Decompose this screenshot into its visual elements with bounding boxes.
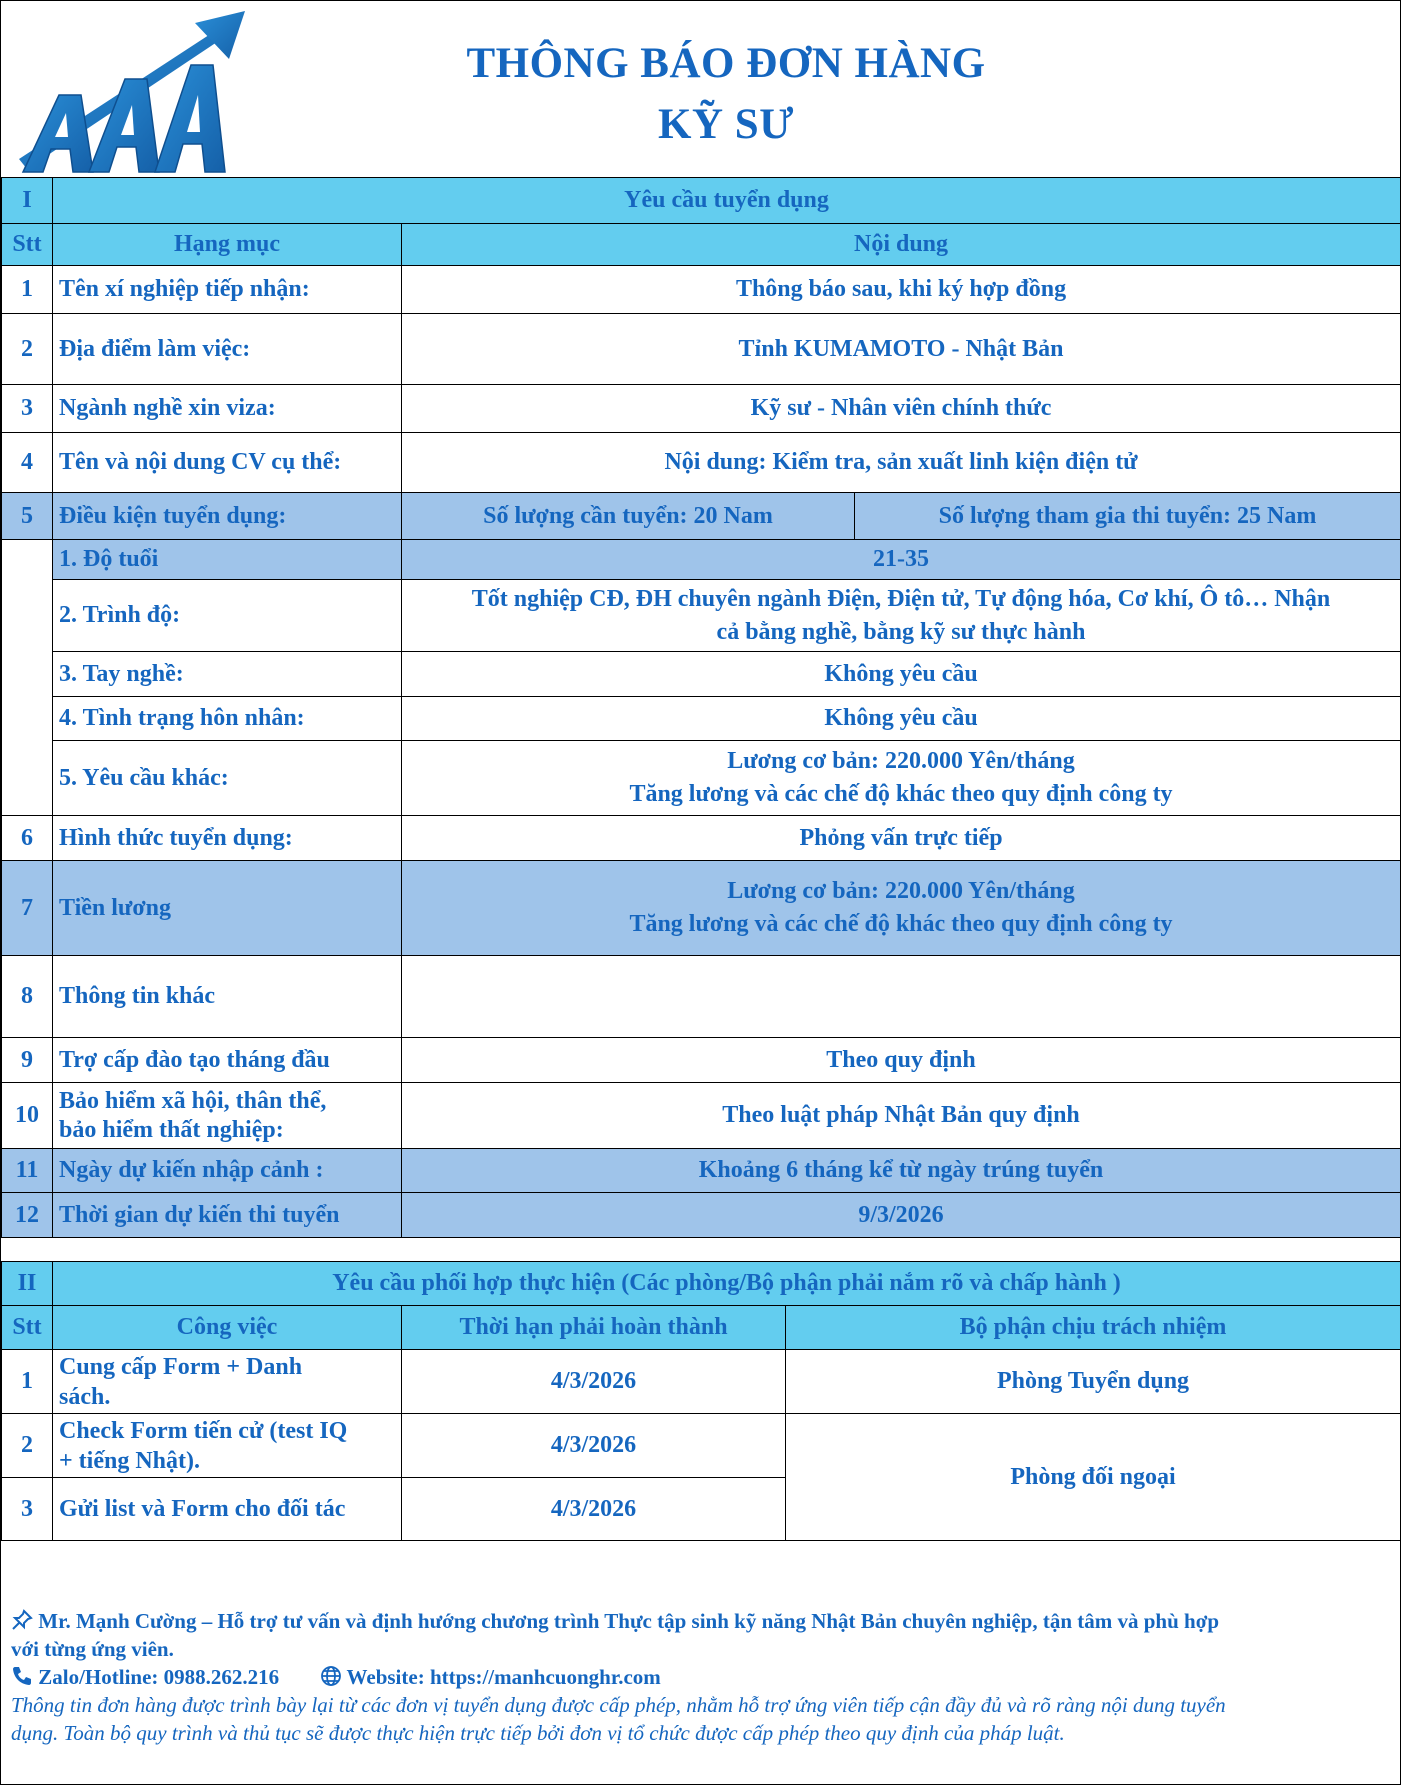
row-stt: 1 — [2, 266, 53, 314]
contact-text: Mr. Mạnh Cường – Hỗ trợ tư vấn và định hướng chương trình Thực tập sinh kỹ năng Nhật Bản chuyên nghiệp, tận tâm và phù hợp — [38, 1609, 1220, 1633]
row-task-line: + tiếng Nhật). — [59, 1447, 200, 1474]
sub-row-content-line: cả bằng nghề, bằng kỹ sư thực hành — [716, 618, 1086, 645]
col-department: Bộ phận chịu trách nhiệm — [786, 1306, 1401, 1350]
row-content: Nội dung: Kiểm tra, sản xuất linh kiện điện tử — [402, 433, 1401, 493]
sub-row-item: 4. Tình trạng hôn nhân: — [53, 697, 402, 741]
row-task-line: Check Form tiến cử (test IQ — [59, 1417, 348, 1444]
disclaimer-line: dụng. Toàn bộ quy trình và thủ tục sẽ được thực hiện trực tiếp bởi đơn vị tổ chức được cấp phép theo quy định của pháp luật. — [11, 1721, 1065, 1745]
table-row — [2, 861, 1401, 956]
table-row — [2, 1193, 1401, 1238]
sub-row — [2, 540, 1401, 580]
row-deadline: 4/3/2026 — [402, 1478, 786, 1541]
section-number: II — [2, 1262, 53, 1306]
row-department: Phòng đối ngoại — [786, 1414, 1401, 1541]
table-row — [2, 266, 1401, 314]
col-stt: Stt — [2, 1306, 53, 1350]
row-deadline: 4/3/2026 — [402, 1350, 786, 1414]
sub-row-content-line: Tốt nghiệp CĐ, ĐH chuyên ngành Điện, Điện tử, Tự động hóa, Cơ khí, Ô tô… Nhận — [471, 585, 1331, 612]
row-content: Kỹ sư - Nhân viên chính thức — [402, 385, 1401, 433]
col-deadline: Thời hạn phải hoàn thành — [402, 1306, 786, 1350]
column-header-row — [2, 1306, 1401, 1350]
sub-row — [2, 652, 1401, 697]
contact-line — [11, 1607, 1391, 1635]
row-item: Ngày dự kiến nhập cảnh : — [53, 1149, 402, 1193]
page-title: THÔNG BÁO ĐƠN HÀNG — [466, 40, 986, 87]
table-row — [2, 1083, 1401, 1149]
row-stt: 9 — [2, 1038, 53, 1083]
sub-row-item: 3. Tay nghề: — [53, 652, 402, 697]
page-subtitle: KỸ SƯ — [658, 101, 794, 148]
section-title: Yêu cầu tuyển dụng — [53, 178, 1401, 224]
row-stt: 3 — [2, 385, 53, 433]
row-item: Tên xí nghiệp tiếp nhận: — [53, 266, 402, 314]
table-row — [2, 314, 1401, 385]
row-stt: 3 — [2, 1478, 53, 1541]
row-stt: 10 — [2, 1083, 53, 1149]
website-link[interactable]: Website: https://manhcuonghr.com — [346, 1665, 661, 1689]
footer — [11, 1607, 1391, 1747]
row-content — [402, 861, 1401, 956]
table-row — [2, 1350, 1401, 1414]
table-row — [2, 493, 1401, 540]
globe-icon — [320, 1665, 342, 1687]
table-row — [2, 816, 1401, 861]
sub-row-content: Không yêu cầu — [402, 652, 1401, 697]
col-stt: Stt — [2, 224, 53, 266]
section-number: I — [2, 178, 53, 224]
row-content: Thông báo sau, khi ký hợp đồng — [402, 266, 1401, 314]
section-title: Yêu cầu phối hợp thực hiện (Các phòng/Bộ phận phải nắm rõ và chấp hành ) — [53, 1262, 1401, 1306]
sub-row-item: 5. Yêu cầu khác: — [53, 741, 402, 816]
sub-row-content: 21-35 — [402, 540, 1401, 580]
row-stt: 4 — [2, 433, 53, 493]
row-department: Phòng Tuyển dụng — [786, 1350, 1401, 1414]
sub-row-content-line: Tăng lương và các chế độ khác theo quy định công ty — [629, 781, 1173, 807]
row-item: Điều kiện tuyển dụng: — [53, 493, 402, 540]
table-row — [2, 433, 1401, 493]
hotline-text: Zalo/Hotline: 0988.262.216 — [38, 1665, 280, 1689]
row-content-line: Tăng lương và các chế độ khác theo quy định công ty — [629, 911, 1173, 937]
col-content: Nội dung — [402, 224, 1401, 266]
sub-row-item: 2. Trình độ: — [53, 580, 402, 652]
col-item: Hạng mục — [53, 224, 402, 266]
table-row — [2, 385, 1401, 433]
row-content-exam-quantity: Số lượng tham gia thi tuyển: 25 Nam — [855, 493, 1401, 540]
row-content-line: Lương cơ bản: 220.000 Yên/tháng — [727, 878, 1075, 904]
sub-row-content-line: Lương cơ bản: 220.000 Yên/tháng — [727, 748, 1075, 774]
table-row — [2, 1414, 1401, 1478]
table-row — [2, 1038, 1401, 1083]
row-content: Phỏng vấn trực tiếp — [402, 816, 1401, 861]
column-header-row — [2, 224, 1401, 266]
row-item: Trợ cấp đào tạo tháng đầu — [53, 1038, 402, 1083]
row-item: Địa điểm làm việc: — [53, 314, 402, 385]
pushpin-icon — [11, 1609, 33, 1631]
row-content: Tỉnh KUMAMOTO - Nhật Bản — [402, 314, 1401, 385]
header — [1, 1, 1400, 177]
row-item: Thời gian dự kiến thi tuyển — [53, 1193, 402, 1238]
coordination-table — [1, 1261, 1401, 1541]
row-stt: 8 — [2, 956, 53, 1038]
row-stt: 11 — [2, 1149, 53, 1193]
row-content: Khoảng 6 tháng kể từ ngày trúng tuyển — [402, 1149, 1401, 1193]
contact-text-cont: với từng ứng viên. — [11, 1637, 174, 1661]
sub-row — [2, 741, 1401, 816]
section-header — [2, 178, 1401, 224]
row-deadline: 4/3/2026 — [402, 1414, 786, 1478]
row-item-line: Bảo hiểm xã hội, thân thể, — [59, 1087, 327, 1114]
disclaimer-line: Thông tin đơn hàng được trình bày lại từ các đơn vị tuyển dụng được cấp phép, nhằm hỗ trợ ứng viên tiếp cận đầy đủ và rõ ràng nội dung tuyển — [11, 1693, 1226, 1717]
sub-row-content: Không yêu cầu — [402, 697, 1401, 741]
row-task: Gửi list và Form cho đối tác — [53, 1478, 402, 1541]
row-stt: 6 — [2, 816, 53, 861]
hotline-line — [11, 1663, 1391, 1691]
sub-row-content — [402, 580, 1401, 652]
section-header — [2, 1262, 1401, 1306]
row-content: 9/3/2026 — [402, 1193, 1401, 1238]
row-content: Theo quy định — [402, 1038, 1401, 1083]
row-stt: 2 — [2, 314, 53, 385]
sub-row-content — [402, 741, 1401, 816]
sub-row-blank — [2, 540, 53, 816]
row-item: Tiền lương — [53, 861, 402, 956]
row-stt: 12 — [2, 1193, 53, 1238]
sub-row — [2, 697, 1401, 741]
row-item-line: bảo hiểm thất nghiệp: — [59, 1116, 284, 1143]
row-stt: 5 — [2, 493, 53, 540]
row-content — [402, 956, 1401, 1038]
row-item: Tên và nội dung CV cụ thể: — [53, 433, 402, 493]
row-item — [53, 1083, 402, 1149]
row-task — [53, 1414, 402, 1478]
aaa-logo — [15, 9, 247, 175]
row-task-line: Cung cấp Form + Danh — [59, 1353, 303, 1380]
row-stt: 7 — [2, 861, 53, 956]
row-content-quantity: Số lượng cần tuyển: 20 Nam — [402, 493, 855, 540]
row-stt: 1 — [2, 1350, 53, 1414]
sub-row — [2, 580, 1401, 652]
row-content: Theo luật pháp Nhật Bản quy định — [402, 1083, 1401, 1149]
row-stt: 2 — [2, 1414, 53, 1478]
row-task-line: sách. — [59, 1383, 111, 1410]
table-row — [2, 1149, 1401, 1193]
row-item: Hình thức tuyển dụng: — [53, 816, 402, 861]
col-task: Công việc — [53, 1306, 402, 1350]
row-task — [53, 1350, 402, 1414]
phone-icon — [11, 1665, 33, 1687]
requirements-table — [1, 177, 1401, 1238]
table-row — [2, 956, 1401, 1038]
sub-row-item: 1. Độ tuổi — [53, 540, 402, 580]
row-item: Ngành nghề xin viza: — [53, 385, 402, 433]
row-item: Thông tin khác — [53, 956, 402, 1038]
